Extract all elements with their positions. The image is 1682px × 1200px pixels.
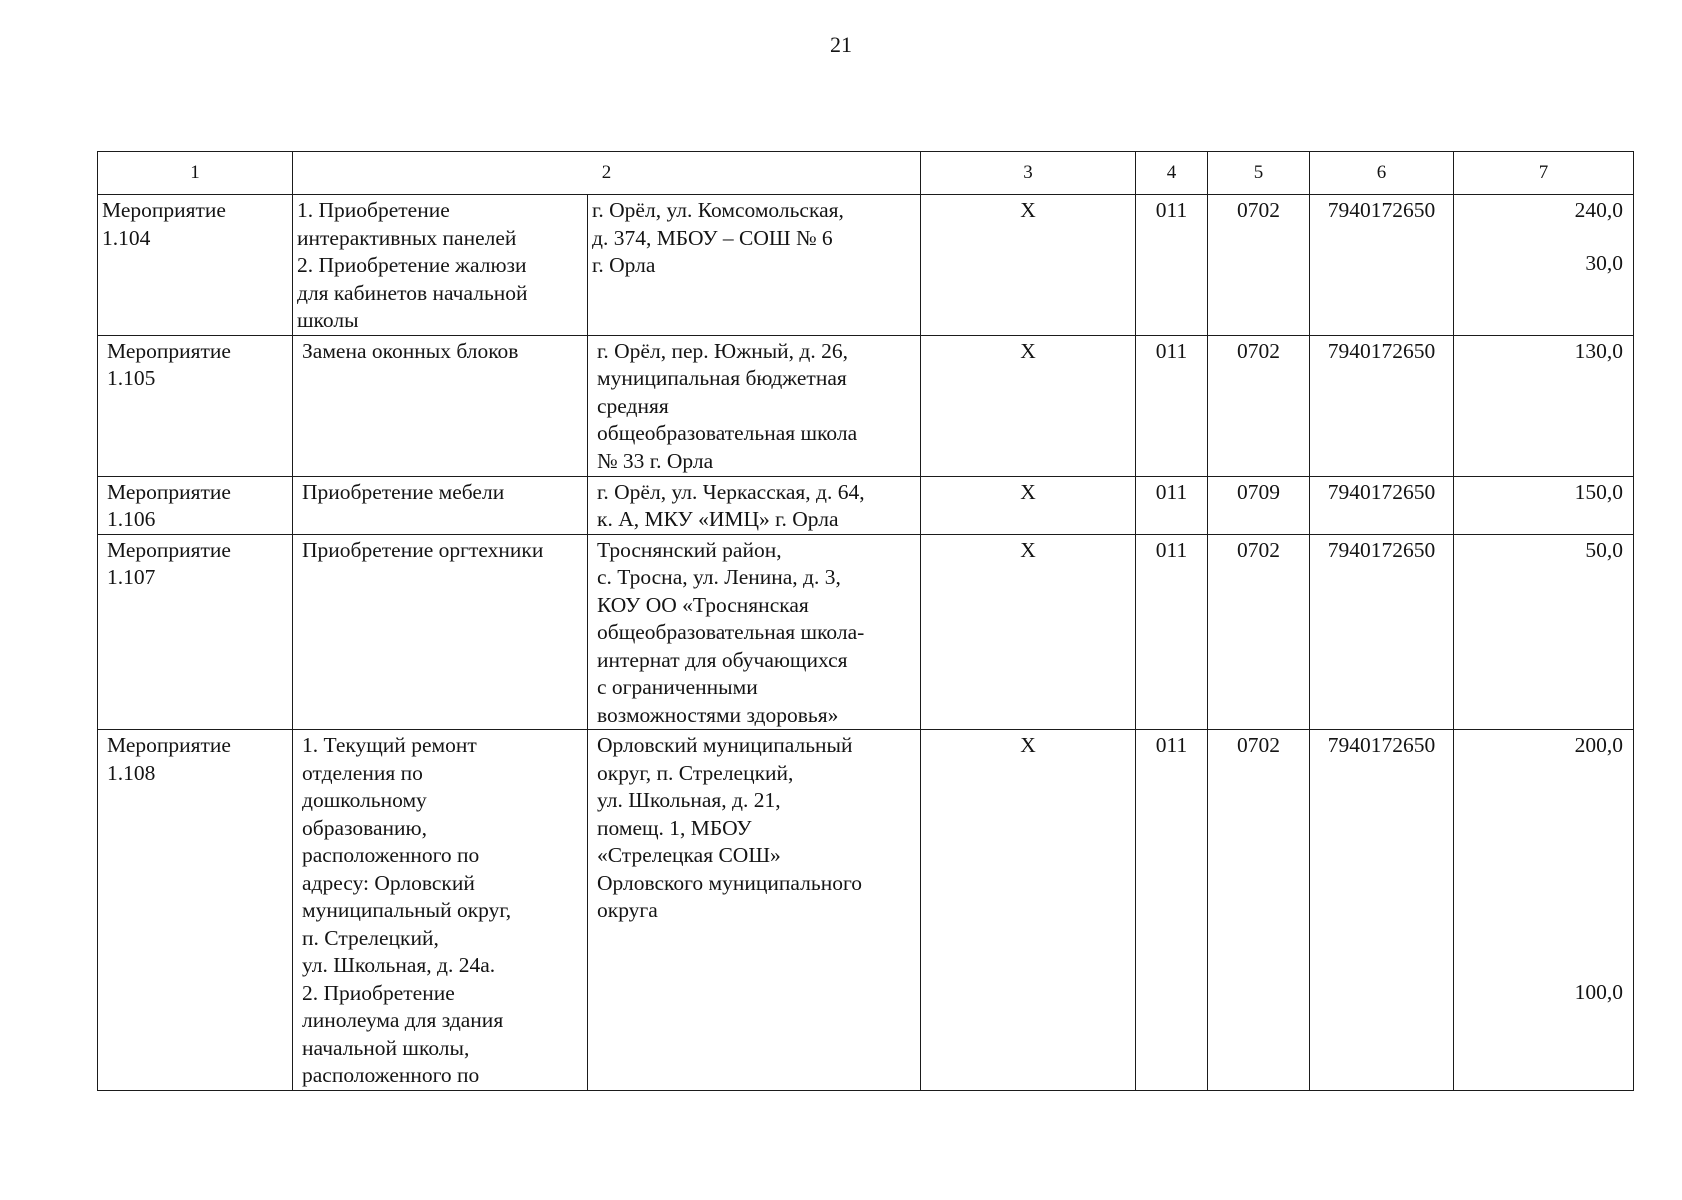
event-address: г. Орёл, ул. Комсомольская, д. 374, МБОУ – СОШ № 6 г. Орла: [592, 198, 844, 277]
column-header: 5: [1208, 152, 1310, 195]
event-name: Замена оконных блоков: [302, 338, 519, 363]
amount-value: 240,0: [1574, 198, 1623, 222]
column-header: 6: [1310, 152, 1454, 195]
amount-spacer: [1458, 760, 1623, 979]
col4-cell: 011: [1136, 534, 1208, 730]
event-address-cell: [588, 730, 921, 1091]
event-id-cell: [98, 534, 293, 730]
column-header: 4: [1136, 152, 1208, 195]
col5-cell: 0709: [1208, 476, 1310, 534]
col6-cell: 7940172650: [1310, 195, 1454, 336]
event-name-cell: [293, 335, 588, 476]
col4-cell: 011: [1136, 195, 1208, 336]
column-number-row: [98, 152, 1634, 195]
amount-value: 200,0: [1574, 733, 1623, 757]
event-address-cell: [588, 476, 921, 534]
amount-cell: 50,0: [1454, 534, 1634, 730]
col6-cell: 7940172650: [1310, 534, 1454, 730]
event-id-cell: [98, 476, 293, 534]
event-name: Приобретение мебели: [302, 479, 505, 504]
col3-cell: X: [921, 476, 1136, 534]
event-address: г. Орёл, пер. Южный, д. 26, муниципальная бюджетная средняя общеобразовательная школа № 33 г. Орла: [597, 338, 858, 473]
event-id: Мероприятие 1.106: [107, 479, 231, 531]
col3-cell: X: [921, 534, 1136, 730]
event-name: 1. Текущий ремонт отделения по дошкольному образованию, расположенного по адресу: Орловский муниципальный округ, п. Стрелецкий, ул. Школьная, д. 24а. 2. Приобретение линолеума для здания начальной школы, расположенного по: [302, 733, 512, 1087]
col3-cell: X: [921, 335, 1136, 476]
event-address-cell: [588, 335, 921, 476]
event-id-cell: [98, 730, 293, 1091]
col5-cell: 0702: [1208, 730, 1310, 1091]
table-row: [98, 534, 1634, 730]
column-header: 3: [921, 152, 1136, 195]
col3-cell: X: [921, 730, 1136, 1091]
event-address-cell: [588, 195, 921, 336]
event-id-cell: [98, 335, 293, 476]
col6-cell: 7940172650: [1310, 730, 1454, 1091]
col3-cell: X: [921, 195, 1136, 336]
amount-cell: 150,0: [1454, 476, 1634, 534]
amount-spacer: [1458, 225, 1623, 253]
col6-cell: 7940172650: [1310, 335, 1454, 476]
column-header: 2: [293, 152, 921, 195]
column-header: 7: [1454, 152, 1634, 195]
table-row: [98, 195, 1634, 336]
event-name: 1. Приобретение интерактивных панелей 2. Приобретение жалюзи для кабинетов начальной школы: [297, 198, 528, 332]
event-address: Троснянский район, с. Тросна, ул. Ленина, д. 3, КОУ ОО «Троснянская общеобразовательная школа- интернат для обучающихся с ограниченными возможностями здоровья»: [597, 537, 865, 727]
event-name-cell: [293, 730, 588, 1091]
column-header: 1: [98, 152, 293, 195]
event-name-cell: [293, 534, 588, 730]
amount-cell: 130,0: [1454, 335, 1634, 476]
event-name-cell: [293, 476, 588, 534]
event-id: Мероприятие 1.108: [107, 733, 231, 785]
amount-cell: [1454, 195, 1634, 336]
budget-table: [97, 151, 1634, 1091]
col5-cell: 0702: [1208, 195, 1310, 336]
page-number: 21: [830, 32, 852, 57]
col5-cell: 0702: [1208, 335, 1310, 476]
event-address: г. Орёл, ул. Черкасская, д. 64, к. А, МКУ «ИМЦ» г. Орла: [597, 479, 865, 531]
event-id: Мероприятие 1.105: [107, 338, 231, 390]
col5-cell: 0702: [1208, 534, 1310, 730]
col6-cell: 7940172650: [1310, 476, 1454, 534]
col4-cell: 011: [1136, 730, 1208, 1091]
event-address: Орловский муниципальный округ, п. Стрелецкий, ул. Школьная, д. 21, помещ. 1, МБОУ «Стрелецкая СОШ» Орловского муниципального округа: [597, 733, 862, 922]
amount-value: 100,0: [1574, 979, 1623, 1004]
table-row: [98, 730, 1634, 1091]
amount-cell: [1454, 730, 1634, 1091]
event-id: Мероприятие 1.107: [107, 537, 231, 589]
event-name-cell: [293, 195, 588, 336]
event-id-cell: [98, 195, 293, 336]
col4-cell: 011: [1136, 476, 1208, 534]
table-row: [98, 476, 1634, 534]
event-name: Приобретение оргтехники: [302, 537, 544, 562]
event-address-cell: [588, 534, 921, 730]
event-id: Мероприятие 1.104: [102, 198, 226, 250]
table-row: [98, 335, 1634, 476]
amount-value: 30,0: [1585, 251, 1623, 275]
col4-cell: 011: [1136, 335, 1208, 476]
